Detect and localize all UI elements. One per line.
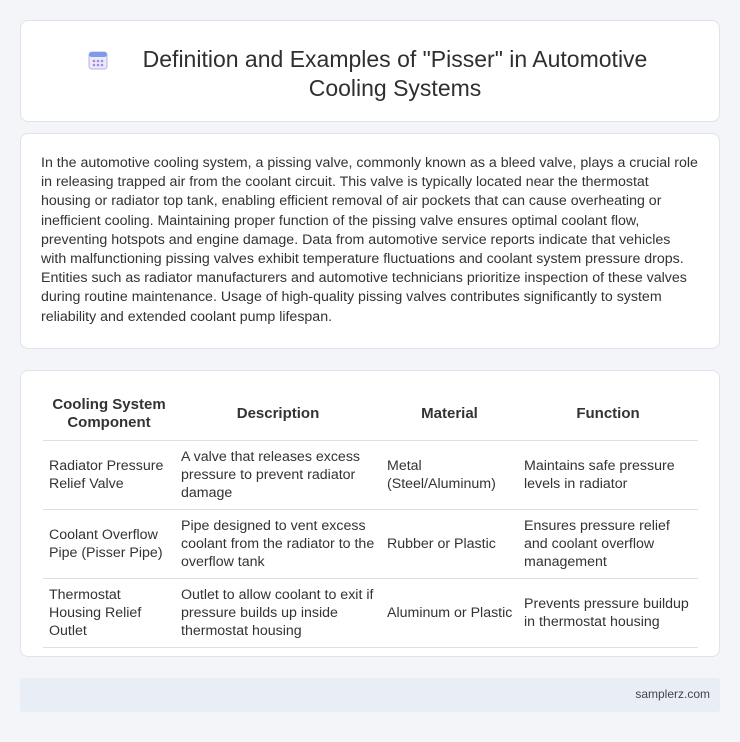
cell-description: Pipe designed to vent excess coolant from the radiator to the overflow tank xyxy=(175,510,381,579)
cell-component: Coolant Overflow Pipe (Pisser Pipe) xyxy=(43,510,175,579)
page-title: Definition and Examples of "Pisser" in Automotive Cooling Systems xyxy=(142,46,648,101)
footer-bar xyxy=(20,678,720,712)
intro-paragraph: In the automotive cooling system, a pissing valve, commonly known as a bleed valve, plays a crucial role in releasing trapped air from the coolant circuit. This valve is typically located near the thermostat housing or radiator top tank, enabling efficient removal of air pockets that can cause overheating or inefficient cooling. Maintaining proper function of the pissing valve ensures optimal coolant flow, preventing hotspots and engine damage. Data from automotive service reports indicate that vehicles with malfunctioning pissing valves exhibit temperature fluctuations and coolant system pressure drops. Entities such as radiator manufacturers and automotive technicians prioritize inspection of these valves during routine maintenance. Usage of high-quality pissing valves contributes significantly to system reliability and extended coolant pump lifespan. xyxy=(41,155,698,325)
cell-function: Prevents pressure buildup in thermostat housing xyxy=(518,579,698,648)
footer-link[interactable]: samplerz.com xyxy=(635,687,710,701)
cell-function: Ensures pressure relief and coolant overflow management xyxy=(518,510,698,579)
cell-function: Maintains safe pressure levels in radiator xyxy=(518,441,698,510)
cell-description: A valve that releases excess pressure to prevent radiator damage xyxy=(175,441,381,510)
table-row xyxy=(43,579,698,648)
table-row xyxy=(43,441,698,510)
cell-component: Radiator Pressure Relief Valve xyxy=(43,441,175,510)
header-function: Function xyxy=(518,393,698,441)
cell-component: Thermostat Housing Relief Outlet xyxy=(43,579,175,648)
cell-description: Outlet to allow coolant to exit if pressure builds up inside thermostat housing xyxy=(175,579,381,648)
cell-material: Rubber or Plastic xyxy=(381,510,518,579)
table-row xyxy=(43,510,698,579)
cell-material: Aluminum or Plastic xyxy=(381,579,518,648)
header-component: Cooling System Component xyxy=(43,393,175,441)
header-description: Description xyxy=(175,393,381,441)
cell-material: Metal (Steel/Aluminum) xyxy=(381,441,518,510)
components-table xyxy=(43,393,698,648)
header-material: Material xyxy=(381,393,518,441)
title-card xyxy=(20,20,720,122)
table-card xyxy=(20,370,720,657)
table-header-row xyxy=(43,393,698,441)
intro-card xyxy=(20,133,720,349)
